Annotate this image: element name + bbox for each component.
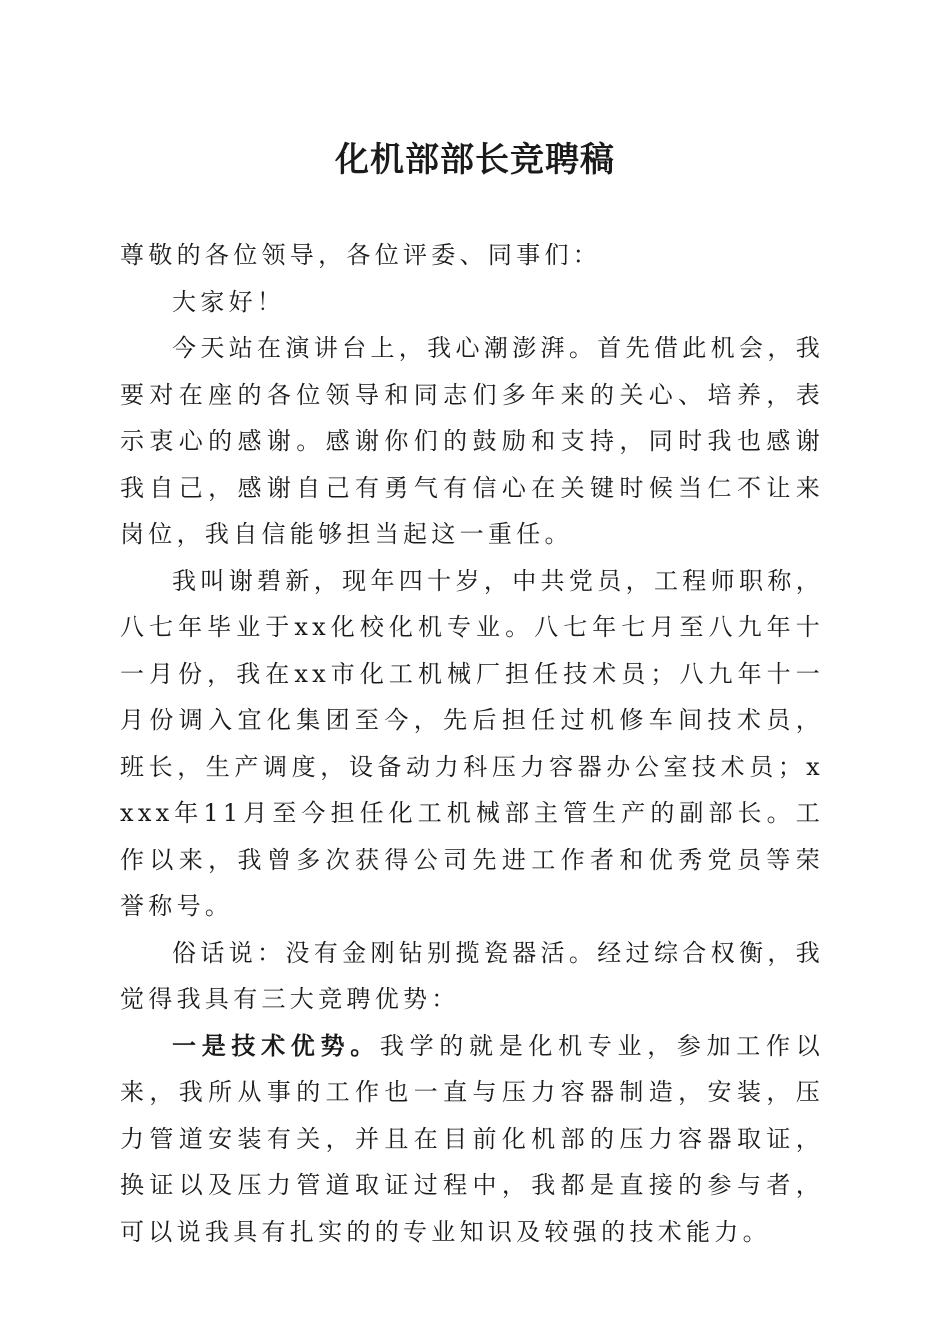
paragraph-opening: 今天站在演讲台上，我心潮澎湃。首先借此机会，我要对在座的各位领导和同志们多年来的关心、培养，表示衷心的感谢。感谢你们的鼓励和支持，同时我也感谢我自己，感谢自己有勇气有信心在关键时候当仁不让来岗位，我自信能够担当起这一重任。 — [120, 334, 824, 548]
document-body — [120, 232, 824, 1255]
greeting: 大家好！ — [172, 287, 286, 316]
salutation: 尊敬的各位领导，各位评委、同事们： — [120, 241, 602, 269]
technical-advantage-text: 我学的就是化机专业，参加工作以来，我所从事的工作也一直与压力容器制造，安装，压力管道安装有关，并且在目前化机部的压力容器取证，换证以及压力管道取证过程中，我都是直接的参与者，可以说我具有扎实的的专业知识及较强的技术能力。 — [120, 1031, 824, 1246]
technical-advantage-heading: 一是技术优势。 — [172, 1030, 380, 1060]
page-title: 化机部部长竞聘稿 — [335, 140, 615, 180]
paragraph-advantages-intro: 俗话说：没有金刚钻别揽瓷器活。经过综合权衡，我觉得我具有三大竞聘优势： — [120, 938, 824, 1013]
paragraph-self-introduction: 我叫谢碧新，现年四十岁，中共党员，工程师职称，八七年毕业于xx化校化机专业。八七年七月至八九年十一月份，我在xx市化工机械厂担任技术员；八九年十一月份调入宜化集团至今，先后担任过机修车间技术员，班长，生产调度，设备动力科压力容器办公室技术员；xxxx年11月至今担任化工机械部主管生产的副部长。工作以来，我曾多次获得公司先进工作者和优秀党员等荣誉称号。 — [120, 566, 824, 920]
paragraph-technical-advantage — [120, 1023, 824, 1256]
